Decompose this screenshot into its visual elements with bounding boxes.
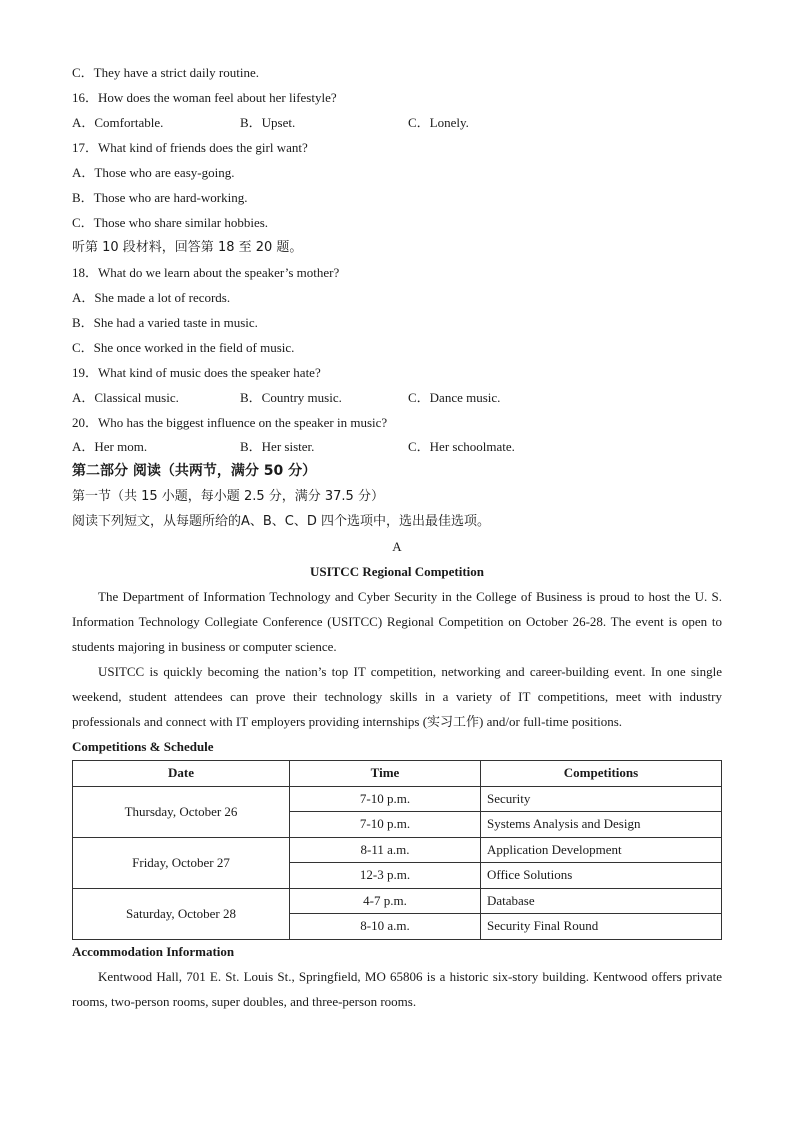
paragraph-1 xyxy=(72,584,722,659)
q17-option-b: B．Those who are hard-working. xyxy=(72,190,248,205)
time-cell: 7-10 p.m. xyxy=(290,786,481,812)
competition-cell: Application Development xyxy=(481,837,722,863)
paragraph-3 xyxy=(72,964,722,1014)
table-header-row xyxy=(73,761,722,787)
q16-option-b: B．Upset. xyxy=(240,115,296,130)
table-row xyxy=(73,786,722,812)
schedule-heading: Competitions & Schedule xyxy=(72,739,214,754)
competition-cell: Office Solutions xyxy=(481,863,722,889)
q17-option-a: A．Those who are easy-going. xyxy=(72,165,235,180)
q18-option-a: A．She made a lot of records. xyxy=(72,290,231,305)
question-16: 16．How does the woman feel about her lifestyle? xyxy=(72,90,337,105)
paragraph-2-text: USITCC is quickly becoming the nation’s top IT competition, networking and career-building event. In one single weekend, student attendees can prove their technology skills in a variety of IT competitions, meet with industry professionals and connect with IT employers providing internships (实习工作) and/or full-time positions. xyxy=(72,664,722,729)
paragraph-3-text: Kentwood Hall, 701 E. St. Louis St., Springfield, MO 65806 is a historic six-story building. Kentwood offers private rooms, two-person rooms, super doubles, and three-person rooms. xyxy=(72,969,722,1009)
q18-option-c: C．She once worked in the field of music. xyxy=(72,340,295,355)
passage-letter: A xyxy=(392,539,402,554)
part2-heading: 第二部分 阅读（共两节，满分 50 分） xyxy=(72,463,317,479)
section-10-instruction: 听第 10 段材料，回答第 18 至 20 题。 xyxy=(72,240,303,255)
q19-option-a: A．Classical music. xyxy=(72,390,179,405)
q18-option-b: B．She had a varied taste in music. xyxy=(72,315,258,330)
q15-option-c: C．They have a strict daily routine. xyxy=(72,65,260,80)
q16-option-c: C．Lonely. xyxy=(408,115,469,130)
time-cell: 8-10 a.m. xyxy=(290,914,481,940)
q20-option-c: C．Her schoolmate. xyxy=(408,439,515,454)
competition-cell: Security xyxy=(481,786,722,812)
header-time: Time xyxy=(290,761,481,787)
paragraph-2 xyxy=(72,659,722,734)
accommodation-heading: Accommodation Information xyxy=(72,944,235,959)
date-cell: Thursday, October 26 xyxy=(73,786,290,837)
time-cell: 8-11 a.m. xyxy=(290,837,481,863)
header-date: Date xyxy=(73,761,290,787)
table-row xyxy=(73,837,722,863)
date-cell: Friday, October 27 xyxy=(73,837,290,888)
time-cell: 12-3 p.m. xyxy=(290,863,481,889)
passage-title: USITCC Regional Competition xyxy=(309,564,485,579)
header-competitions: Competitions xyxy=(481,761,722,787)
table-row xyxy=(73,888,722,914)
q17-option-c: C．Those who share similar hobbies. xyxy=(72,215,269,230)
competition-cell: Systems Analysis and Design xyxy=(481,812,722,838)
competition-cell: Database xyxy=(481,888,722,914)
schedule-table xyxy=(72,760,722,940)
date-cell: Saturday, October 28 xyxy=(73,888,290,939)
q20-option-b: B．Her sister. xyxy=(240,439,315,454)
question-19: 19．What kind of music does the speaker hate? xyxy=(72,365,321,380)
reading-instruction: 阅读下列短文，从每题所给的A、B、C、D 四个选项中，选出最佳选项。 xyxy=(72,514,491,529)
question-17: 17．What kind of friends does the girl want? xyxy=(72,140,308,155)
question-20: 20．Who has the biggest influence on the speaker in music? xyxy=(72,415,388,430)
question-18: 18．What do we learn about the speaker’s mother? xyxy=(72,265,340,280)
paragraph-1-text: The Department of Information Technology and Cyber Security in the College of Business is proud to host the U. S. Information Technology Collegiate Conference (USITCC) Regional Competition on October 26-28. The event is open to students majoring in business or computer science. xyxy=(72,589,722,654)
q19-option-b: B．Country music. xyxy=(240,390,342,405)
q20-option-a: A．Her mom. xyxy=(72,439,148,454)
time-cell: 4-7 p.m. xyxy=(290,888,481,914)
section1-heading: 第一节（共 15 小题，每小题 2.5 分，满分 37.5 分） xyxy=(72,489,384,504)
q16-option-a: A．Comfortable. xyxy=(72,115,164,130)
competition-cell: Security Final Round xyxy=(481,914,722,940)
q19-option-c: C．Dance music. xyxy=(408,390,501,405)
time-cell: 7-10 p.m. xyxy=(290,812,481,838)
